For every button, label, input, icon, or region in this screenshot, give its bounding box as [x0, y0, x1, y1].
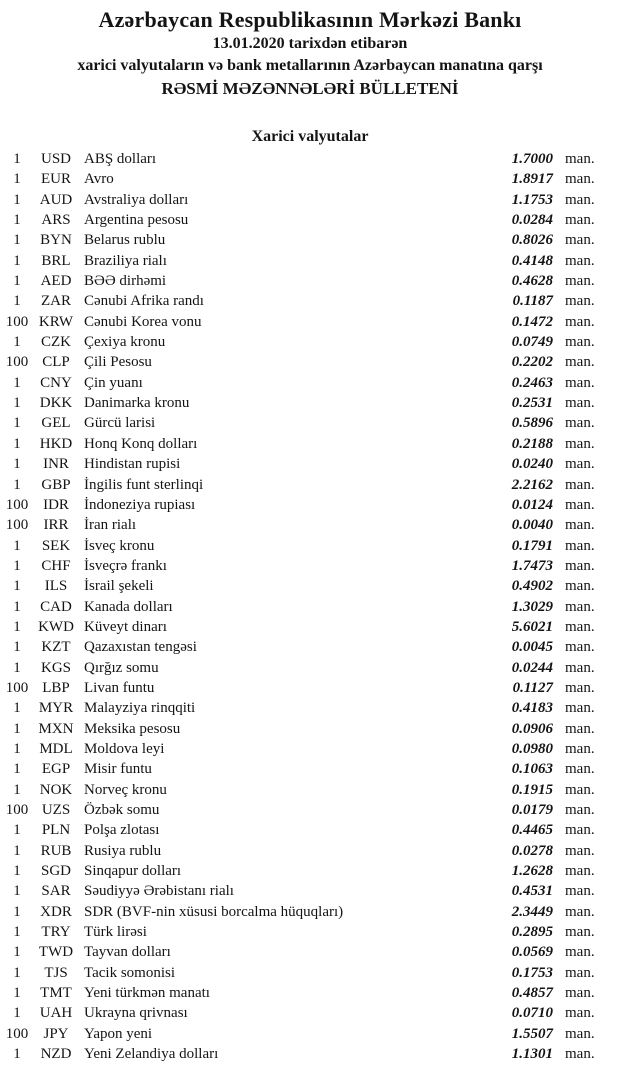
quantity-cell: 100 — [5, 354, 29, 371]
currency-name-cell: Çin yuanı — [84, 374, 143, 391]
currency-code-cell: UAH — [39, 1005, 73, 1022]
rate-value-cell: 1.7473 — [511, 557, 553, 574]
currency-name-cell: Tacik somonisi — [84, 964, 176, 981]
quantity-cell: 1 — [13, 985, 21, 1002]
currency-name-cell: Ukrayna qrivnası — [84, 1005, 188, 1022]
currency-code-cell: INR — [43, 456, 69, 473]
rate-value-cell: 0.2531 — [511, 395, 553, 412]
currency-row — [0, 210, 620, 230]
unit-label-cell: man. — [565, 618, 595, 635]
unit-label-cell: man. — [565, 456, 595, 473]
currency-row — [0, 719, 620, 739]
currency-name-cell: Yeni türkmən manatı — [84, 985, 210, 1002]
quantity-cell: 100 — [5, 517, 29, 534]
quantity-cell: 1 — [13, 944, 21, 961]
currency-name-cell: Danimarka kronu — [84, 395, 190, 412]
quantity-cell: 1 — [13, 151, 21, 167]
rate-value-cell: 0.4857 — [511, 985, 553, 1002]
currency-row — [0, 820, 620, 840]
unit-label-cell: man. — [565, 334, 595, 351]
currency-row — [0, 536, 620, 556]
unit-label-cell: man. — [565, 883, 595, 900]
quantity-cell: 1 — [13, 903, 21, 920]
quantity-cell: 1 — [13, 822, 21, 839]
unit-label-cell: man. — [565, 395, 595, 412]
quantity-cell: 1 — [13, 171, 21, 188]
currency-row — [0, 963, 620, 983]
currency-code-cell: ARS — [41, 212, 71, 229]
currency-name-cell: Braziliya rialı — [84, 252, 167, 269]
rate-value-cell: 0.1127 — [512, 679, 553, 696]
unit-label-cell: man. — [565, 985, 595, 1002]
rate-value-cell: 0.4148 — [511, 252, 553, 269]
rate-value-cell: 0.4531 — [511, 883, 553, 900]
rate-value-cell: 0.5896 — [511, 415, 553, 432]
quantity-cell: 1 — [13, 740, 21, 757]
rate-value-cell: 1.3029 — [511, 598, 553, 615]
rate-value-cell: 0.1472 — [511, 313, 553, 330]
rate-value-cell: 0.0179 — [511, 802, 553, 818]
quantity-cell: 1 — [13, 598, 21, 615]
quantity-cell: 1 — [13, 191, 21, 208]
unit-label-cell: man. — [565, 435, 595, 452]
quantity-cell: 1 — [13, 374, 21, 391]
currency-row — [0, 922, 620, 942]
section-title: Xarici valyutalar — [251, 128, 369, 145]
currency-name-cell: Özbək somu — [84, 802, 160, 818]
currency-row — [0, 393, 620, 413]
unit-label-cell: man. — [565, 720, 595, 737]
quantity-cell: 100 — [5, 496, 29, 513]
currency-row — [0, 332, 620, 352]
unit-label-cell: man. — [565, 781, 595, 798]
rate-value-cell: 1.1753 — [511, 191, 553, 208]
currency-name-cell: Cənubi Korea vonu — [84, 313, 202, 330]
currency-row — [0, 291, 620, 311]
currency-row — [0, 230, 620, 250]
rate-value-cell: 1.7000 — [511, 151, 553, 167]
unit-label-cell: man. — [565, 903, 595, 920]
currency-name-cell: Səudiyyə Ərəbistanı rialı — [84, 883, 234, 900]
unit-label-cell: man. — [565, 354, 595, 371]
currency-name-cell: İsveçrə frankı — [84, 557, 167, 574]
currency-row — [0, 1044, 620, 1064]
currency-row — [0, 515, 620, 535]
currency-name-cell: Livan funtu — [84, 679, 155, 696]
currency-code-cell: EUR — [41, 171, 71, 188]
unit-label-cell: man. — [565, 639, 595, 656]
currency-name-cell: Avstraliya dolları — [84, 191, 189, 208]
rate-value-cell: 0.2202 — [511, 354, 553, 371]
rate-value-cell: 0.0244 — [511, 659, 553, 676]
currency-name-cell: İndoneziya rupiası — [84, 496, 196, 513]
rate-value-cell: 0.8026 — [511, 232, 553, 249]
currency-row — [0, 556, 620, 576]
currency-name-cell: Misir funtu — [84, 761, 152, 778]
currency-name-cell: Honq Konq dolları — [84, 435, 198, 452]
currency-row — [0, 861, 620, 881]
currency-row — [0, 617, 620, 637]
currency-code-cell: CAD — [40, 598, 72, 615]
unit-label-cell: man. — [565, 1005, 595, 1022]
rate-value-cell: 0.4628 — [511, 273, 553, 290]
currency-row — [0, 271, 620, 291]
currency-code-cell: LBP — [42, 679, 70, 696]
currency-code-cell: EGP — [41, 761, 71, 778]
currency-row — [0, 495, 620, 515]
currency-name-cell: Norveç kronu — [84, 781, 167, 798]
unit-label-cell: man. — [565, 598, 595, 615]
unit-label-cell: man. — [565, 842, 595, 859]
currency-row — [0, 800, 620, 820]
currency-code-cell: MYR — [38, 700, 74, 717]
currency-code-cell: USD — [40, 151, 71, 167]
currency-code-cell: KRW — [38, 313, 74, 330]
quantity-cell: 1 — [13, 720, 21, 737]
currency-code-cell: NZD — [40, 1046, 72, 1063]
rate-value-cell: 0.0710 — [511, 1005, 553, 1022]
currency-name-cell: Qırğız somu — [84, 659, 159, 676]
bank-name-title: Azərbaycan Respublikasının Mərkəzi Bankı — [98, 7, 522, 32]
quantity-cell: 1 — [13, 761, 21, 778]
unit-label-cell: man. — [565, 415, 595, 432]
quantity-cell: 1 — [13, 700, 21, 717]
currency-row — [0, 312, 620, 332]
currency-row — [0, 454, 620, 474]
quantity-cell: 1 — [13, 639, 21, 656]
quantity-cell: 1 — [13, 212, 21, 229]
currency-name-cell: Cənubi Afrika randı — [84, 293, 204, 310]
currency-row — [0, 983, 620, 1003]
unit-label-cell: man. — [565, 679, 595, 696]
unit-label-cell: man. — [565, 944, 595, 961]
quantity-cell: 1 — [13, 863, 21, 880]
currency-code-cell: IRR — [43, 517, 69, 534]
quantity-cell: 1 — [13, 456, 21, 473]
unit-label-cell: man. — [565, 924, 595, 941]
rate-value-cell: 0.0284 — [511, 212, 553, 229]
currency-name-cell: ABŞ dolları — [84, 151, 157, 167]
unit-label-cell: man. — [565, 496, 595, 513]
currency-name-cell: Tayvan dolları — [84, 944, 171, 961]
rate-value-cell: 0.0124 — [511, 496, 553, 513]
currency-code-cell: DKK — [39, 395, 73, 412]
currency-name-cell: Türk lirəsi — [84, 924, 147, 941]
currency-code-cell: AED — [40, 273, 72, 290]
unit-label-cell: man. — [565, 802, 595, 818]
rate-value-cell: 5.6021 — [511, 618, 553, 635]
currency-code-cell: MDL — [39, 740, 73, 757]
unit-label-cell: man. — [565, 1025, 595, 1042]
currency-code-cell: JPY — [43, 1025, 69, 1042]
rate-value-cell: 2.3449 — [511, 903, 553, 920]
unit-label-cell: man. — [565, 232, 595, 249]
quantity-cell: 1 — [13, 924, 21, 941]
rate-value-cell: 1.5507 — [511, 1025, 553, 1042]
quantity-cell: 1 — [13, 842, 21, 859]
currency-code-cell: XDR — [40, 903, 72, 920]
unit-label-cell: man. — [565, 863, 595, 880]
rate-value-cell: 0.0749 — [511, 334, 553, 351]
quantity-cell: 100 — [5, 679, 29, 696]
currency-name-cell: Yeni Zelandiya dolları — [84, 1046, 219, 1063]
quantity-cell: 1 — [13, 293, 21, 310]
currency-row — [0, 658, 620, 678]
currency-code-cell: ILS — [44, 578, 68, 595]
currency-row — [0, 190, 620, 210]
subtitle-line: xarici valyutaların və bank metallarının Azərbaycan manatına qarşı — [77, 57, 543, 74]
effective-date-line: 13.01.2020 tarixdən etibarən — [212, 35, 408, 52]
unit-label-cell: man. — [565, 171, 595, 188]
rate-value-cell: 0.2188 — [511, 435, 553, 452]
rate-value-cell: 0.0045 — [511, 639, 553, 656]
quantity-cell: 1 — [13, 578, 21, 595]
currency-code-cell: TWD — [38, 944, 74, 961]
currency-row — [0, 576, 620, 596]
currency-name-cell: Küveyt dinarı — [84, 618, 167, 635]
currency-name-cell: Çili Pesosu — [84, 354, 152, 371]
currency-code-cell: RUB — [40, 842, 72, 859]
rate-value-cell: 0.1753 — [511, 964, 553, 981]
quantity-cell: 1 — [13, 435, 21, 452]
currency-code-cell: TMT — [40, 985, 72, 1002]
rate-value-cell: 1.8917 — [511, 171, 553, 188]
currency-row — [0, 902, 620, 922]
currency-code-cell: ZAR — [41, 293, 71, 310]
currency-code-cell: SGD — [40, 863, 71, 880]
unit-label-cell: man. — [565, 212, 595, 229]
currency-name-cell: Moldova leyi — [84, 740, 165, 757]
rate-value-cell: 0.1063 — [511, 761, 553, 778]
unit-label-cell: man. — [565, 578, 595, 595]
rate-value-cell: 0.1187 — [512, 293, 553, 310]
quantity-cell: 1 — [13, 1005, 21, 1022]
rate-value-cell: 0.2895 — [511, 924, 553, 941]
currency-row — [0, 942, 620, 962]
currency-name-cell: Argentina pesosu — [84, 212, 189, 229]
currency-name-cell: İngilis funt sterlinqi — [84, 476, 204, 493]
currency-name-cell: İsveç kronu — [84, 537, 155, 554]
unit-label-cell: man. — [565, 293, 595, 310]
currency-row — [0, 881, 620, 901]
currency-name-cell: Kanada dolları — [84, 598, 173, 615]
currency-name-cell: Yapon yeni — [84, 1025, 153, 1042]
currency-code-cell: CHF — [41, 557, 71, 574]
currency-name-cell: Hindistan rupisi — [84, 456, 181, 473]
unit-label-cell: man. — [565, 476, 595, 493]
currency-row — [0, 352, 620, 372]
currency-row — [0, 413, 620, 433]
rate-value-cell: 0.0569 — [511, 944, 553, 961]
rate-value-cell: 0.4902 — [511, 578, 553, 595]
currency-code-cell: UZS — [41, 802, 71, 818]
quantity-cell: 1 — [13, 232, 21, 249]
unit-label-cell: man. — [565, 659, 595, 676]
currency-name-cell: BƏƏ dirhəmi — [84, 273, 167, 290]
unit-label-cell: man. — [565, 252, 595, 269]
currency-code-cell: SEK — [41, 537, 71, 554]
currency-name-cell: İran rialı — [84, 517, 137, 534]
rate-value-cell: 0.0040 — [511, 517, 553, 534]
currency-row — [0, 780, 620, 800]
quantity-cell: 1 — [13, 883, 21, 900]
unit-label-cell: man. — [565, 822, 595, 839]
quantity-cell: 1 — [13, 557, 21, 574]
currency-code-cell: NOK — [39, 781, 73, 798]
unit-label-cell: man. — [565, 700, 595, 717]
rate-value-cell: 1.1301 — [511, 1046, 553, 1063]
rate-value-cell: 0.2463 — [511, 374, 553, 391]
quantity-cell: 1 — [13, 334, 21, 351]
rate-value-cell: 0.1791 — [511, 537, 553, 554]
unit-label-cell: man. — [565, 517, 595, 534]
quantity-cell: 1 — [13, 395, 21, 412]
quantity-cell: 100 — [5, 313, 29, 330]
currency-name-cell: Sinqapur dolları — [84, 863, 182, 880]
rate-value-cell: 0.4465 — [511, 822, 553, 839]
currency-code-cell: CZK — [41, 334, 71, 351]
unit-label-cell: man. — [565, 273, 595, 290]
currency-name-cell: Avro — [84, 171, 114, 188]
currency-row — [0, 759, 620, 779]
currency-row — [0, 169, 620, 189]
currency-code-cell: TRY — [41, 924, 71, 941]
rate-value-cell: 1.2628 — [511, 863, 553, 880]
currency-name-cell: Meksika pesosu — [84, 720, 181, 737]
currency-code-cell: CNY — [40, 374, 72, 391]
quantity-cell: 1 — [13, 537, 21, 554]
unit-label-cell: man. — [565, 964, 595, 981]
quantity-cell: 100 — [5, 1025, 29, 1042]
currency-name-cell: İsrail şekeli — [84, 578, 154, 595]
currency-row — [0, 1024, 620, 1044]
currency-code-cell: KZT — [41, 639, 71, 656]
currency-row — [0, 373, 620, 393]
currency-code-cell: HKD — [39, 435, 73, 452]
currency-row — [0, 698, 620, 718]
currency-code-cell: BRL — [41, 252, 71, 269]
quantity-cell: 100 — [5, 802, 29, 818]
quantity-cell: 1 — [13, 964, 21, 981]
currency-code-cell: SAR — [41, 883, 71, 900]
currency-row — [0, 739, 620, 759]
currency-name-cell: Polşa zlotası — [84, 822, 160, 839]
currency-name-cell: Rusiya rublu — [84, 842, 162, 859]
quantity-cell: 1 — [13, 1046, 21, 1063]
rate-value-cell: 0.4183 — [511, 700, 553, 717]
currency-rates-table — [0, 149, 620, 1064]
rate-value-cell: 0.0906 — [511, 720, 553, 737]
bulletin-title: RƏSMİ MƏZƏNNƏLƏRİ BÜLLETENİ — [161, 79, 459, 98]
currency-code-cell: GEL — [41, 415, 71, 432]
currency-code-cell: IDR — [43, 496, 69, 513]
unit-label-cell: man. — [565, 1046, 595, 1063]
currency-code-cell: GBP — [41, 476, 71, 493]
currency-name-cell: Çexiya kronu — [84, 334, 166, 351]
currency-row — [0, 841, 620, 861]
rate-value-cell: 2.2162 — [511, 476, 553, 493]
quantity-cell: 1 — [13, 415, 21, 432]
unit-label-cell: man. — [565, 761, 595, 778]
currency-row — [0, 597, 620, 617]
unit-label-cell: man. — [565, 374, 595, 391]
quantity-cell: 1 — [13, 476, 21, 493]
currency-name-cell: Qazaxıstan tengəsi — [84, 639, 197, 656]
currency-code-cell: KGS — [40, 659, 71, 676]
rate-value-cell: 0.1915 — [511, 781, 553, 798]
currency-code-cell: PLN — [41, 822, 71, 839]
currency-name-cell: Gürcü larisi — [84, 415, 156, 432]
currency-code-cell: BYN — [40, 232, 72, 249]
currency-row — [0, 1003, 620, 1023]
unit-label-cell: man. — [565, 537, 595, 554]
unit-label-cell: man. — [565, 557, 595, 574]
unit-label-cell: man. — [565, 191, 595, 208]
rate-value-cell: 0.0278 — [511, 842, 553, 859]
unit-label-cell: man. — [565, 151, 595, 167]
rate-value-cell: 0.0240 — [511, 456, 553, 473]
quantity-cell: 1 — [13, 273, 21, 290]
quantity-cell: 1 — [13, 618, 21, 635]
currency-code-cell: KWD — [38, 618, 74, 635]
currency-row — [0, 678, 620, 698]
currency-code-cell: TJS — [44, 964, 68, 981]
currency-name-cell: SDR (BVF-nin xüsusi borcalma hüquqları) — [84, 903, 344, 920]
currency-row — [0, 149, 620, 169]
currency-row — [0, 251, 620, 271]
currency-code-cell: AUD — [39, 191, 73, 208]
quantity-cell: 1 — [13, 659, 21, 676]
currency-row — [0, 434, 620, 454]
currency-code-cell: MXN — [38, 720, 74, 737]
currency-name-cell: Malayziya rinqqiti — [84, 700, 196, 717]
unit-label-cell: man. — [565, 313, 595, 330]
currency-code-cell: CLP — [42, 354, 70, 371]
rate-value-cell: 0.0980 — [511, 740, 553, 757]
quantity-cell: 1 — [13, 781, 21, 798]
unit-label-cell: man. — [565, 740, 595, 757]
quantity-cell: 1 — [13, 252, 21, 269]
currency-row — [0, 637, 620, 657]
currency-name-cell: Belarus rublu — [84, 232, 166, 249]
currency-row — [0, 475, 620, 495]
